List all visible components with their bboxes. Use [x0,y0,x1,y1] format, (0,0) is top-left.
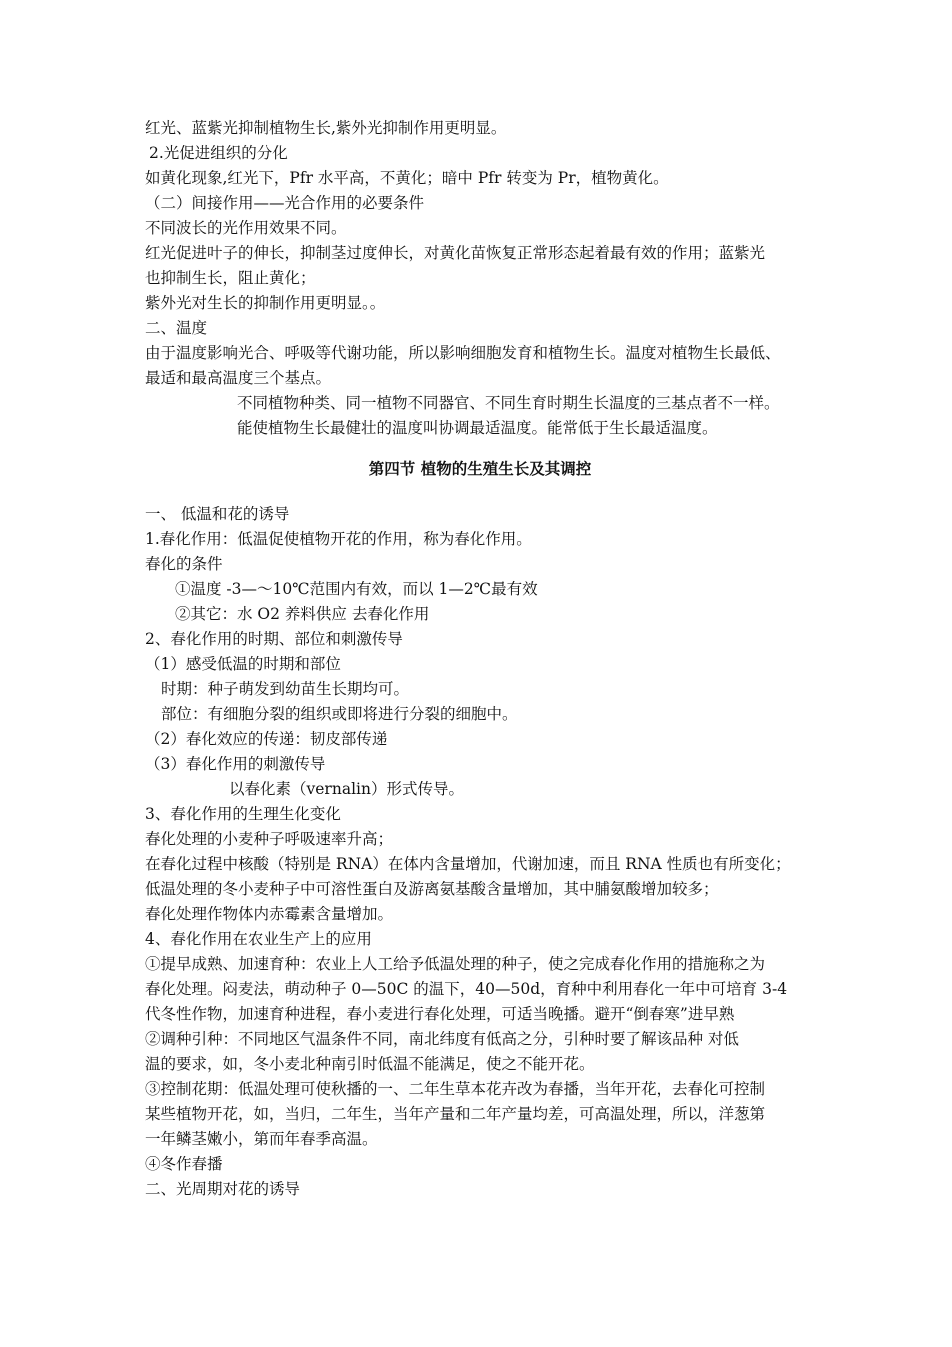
text-line: 时期：种子萌发到幼苗生长期均可。 [161,680,410,698]
text-line: ①提早成熟、加速育种：农业上人工给予低温处理的种子，使之完成春化作用的措施称之为 [145,955,766,973]
text-line: 红光、蓝紫光抑制植物生长,紫外光抑制作用更明显。 [145,119,507,137]
text-line: 以春化素（vernalin）形式传导。 [229,780,464,798]
text-line: 4、春化作用在农业生产上的应用 [145,930,372,948]
text-line: 春化处理作物体内赤霉素含量增加。 [145,905,394,923]
text-line: 二、光周期对花的诱导 [145,1180,301,1198]
text-line: 温的要求，如，冬小麦北种南引时低温不能满足，使之不能开花。 [145,1055,595,1073]
text-line: 在春化过程中核酸（特别是 RNA）在体内含量增加，代谢加速，而且 RNA 性质也有所变化； [145,855,791,873]
text-line: 不同植物种类、同一植物不同器官、不同生育时期生长温度的三基点者不一样。 [237,394,780,412]
text-line: 一、 低温和花的诱导 [145,505,290,523]
text-line: ③控制花期：低温处理可使秋播的一、二年生草本花卉改为春播，当年开花，去春化可控制 [145,1080,766,1098]
text-line: 部位：有细胞分裂的组织或即将进行分裂的细胞中。 [161,705,518,723]
text-line: 春化的条件 [145,555,223,573]
text-line: 能使植物生长最健壮的温度叫协调最适温度。能常低于生长最适温度。 [237,419,718,437]
text-line: 春化处理的小麦种子呼吸速率升高； [145,830,394,848]
text-line: ④冬作春播 [145,1155,223,1173]
text-line: 代冬性作物，加速育种进程，春小麦进行春化处理，可适当晚播。避开“倒春寒”进早熟 [145,1005,735,1023]
text-line: 不同波长的光作用效果不同。 [145,219,347,237]
text-line: 最适和最高温度三个基点。 [145,369,332,387]
text-line: 某些植物开花，如，当归，二年生，当年产量和二年产量均差，可高温处理，所以，洋葱第 [145,1105,766,1123]
text-line: （2）春化效应的传递：韧皮部传递 [145,730,388,748]
text-line: 低温处理的冬小麦种子中可溶性蛋白及游离氨基酸含量增加，其中脯氨酸增加较多； [145,880,719,898]
text-line: 3、春化作用的生理生化变化 [145,805,341,823]
text-line: 如黄化现象,红光下，Pfr 水平高，不黄化；暗中 Pfr 转变为 Pr，植物黄化。 [145,169,669,187]
text-line: 紫外光对生长的抑制作用更明显。。 [145,294,386,312]
text-line: 一年鳞茎嫩小，第而年春季高温。 [145,1130,378,1148]
document-page [145,116,815,1202]
text-line: 二、温度 [145,319,208,337]
section-heading: 第四节 植物的生殖生长及其调控 [368,460,592,478]
text-line: 也抑制生长，阻止黄化； [145,269,316,287]
text-line: （3）春化作用的刺激传导 [145,755,326,773]
text-line: （1）感受低温的时期和部位 [145,655,341,673]
text-line: （二）间接作用——光合作用的必要条件 [145,194,425,212]
text-line: 红光促进叶子的伸长，抑制茎过度伸长，对黄化苗恢复正常形态起着最有效的作用；蓝紫光 [145,244,766,262]
text-line: 由于温度影响光合、呼吸等代谢功能，所以影响细胞发育和植物生长。温度对植物生长最低、 [145,344,781,362]
text-line: ②其它：水 O2 养料供应 去春化作用 [175,605,430,623]
text-line: 2、春化作用的时期、部位和刺激传导 [145,630,403,648]
text-line: 春化处理。闷麦法，萌动种子 0—50C 的温下，40—50d，育种中利用春化一年中可培育 3-4 [145,980,788,998]
text-line: ①温度 -3—～10℃范围内有效，而以 1—2℃最有效 [175,580,538,598]
text-line: 1.春化作用：低温促使植物开花的作用，称为春化作用。 [145,530,532,548]
text-line: ②调种引种：不同地区气温条件不同，南北纬度有低高之分，引种时要了解该品种 对低 [145,1030,739,1048]
text-line: 2.光促进组织的分化 [149,144,288,162]
